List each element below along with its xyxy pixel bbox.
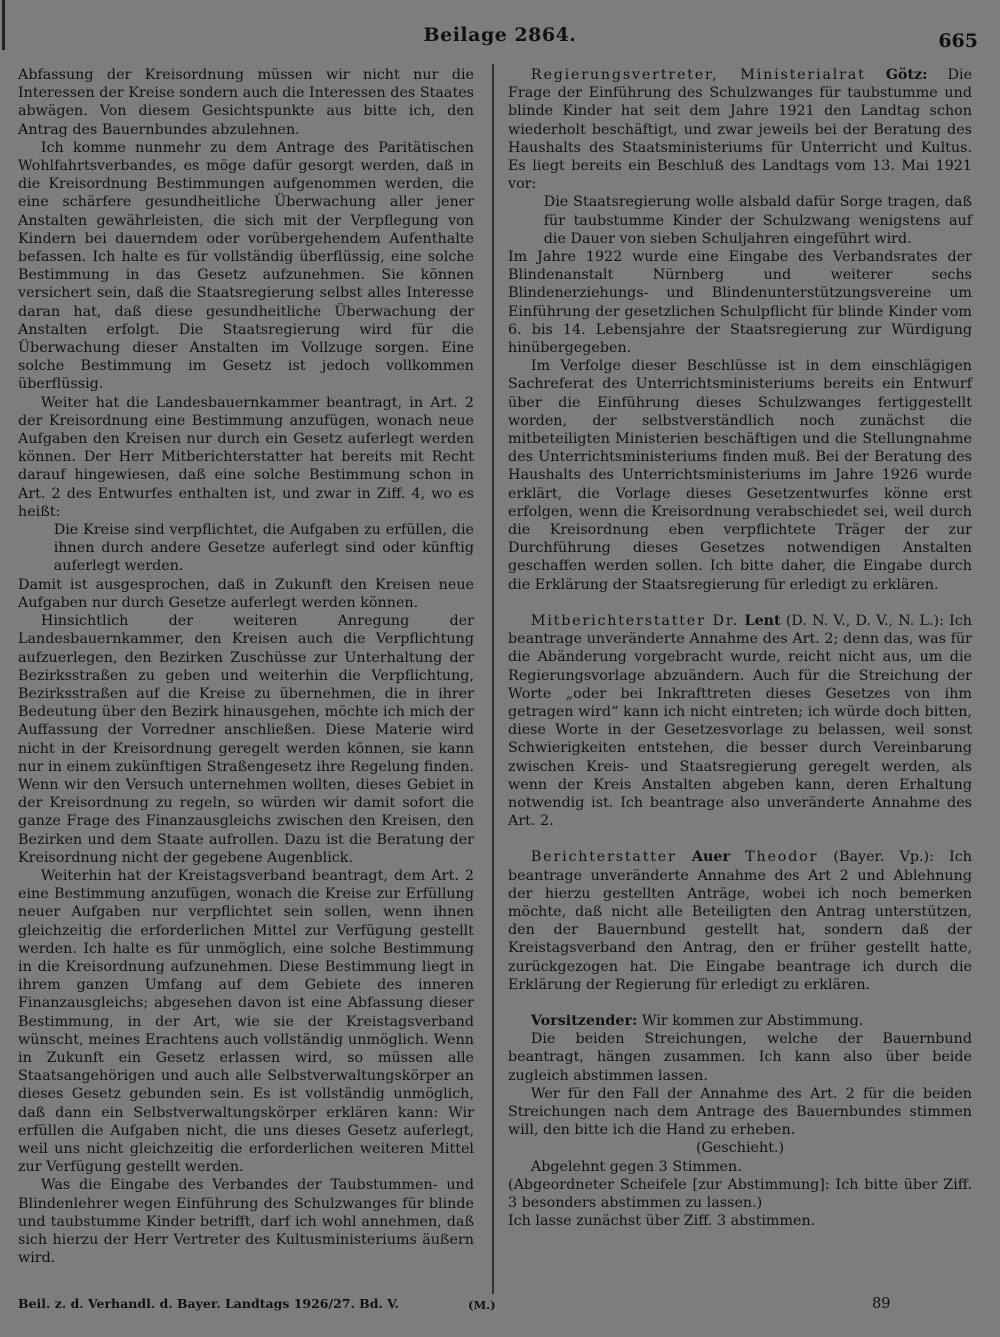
paragraph: Ich beantrage unveränderte Annahme des Art 2 und Ablehnung der hierzu gestellten Anträge, wobei ich noch bemerken möchte, daß nicht alle Beteiligten den Antrag unterstützen, den der Bauernbund gestellt hat, sondern daß der Kreistagsverband den Antrag, den er früher gestellt hatte, zurückgezogen hat. Die Eingabe beantrage ich durch die Erklärung der Regierung für erledigt zu erklären. [508, 849, 973, 993]
speaker-block [508, 66, 972, 193]
paragraph: Im Verfolge dieser Beschlüsse ist in dem einschlägigen Sachreferat des Unterrichtsministeriums bereits ein Entwurf über die Einführung dieses Schulzwanges fertiggestellt worden, der selbstverständlich noch zunächst die mitbeteiligten Ministerien beschäftigen und die Stellungnahme des Unterrichtsministeriums finden muß. Bei der Beratung des Haushalts des Unterrichtsministeriums im Jahre 1926 wurde erklärt, die Vorlage dieses Gesetzentwurfes könne erst erfolgen, wenn die Kreisordnung verabschiedet sei, weil durch die Kreisordnung eben verpflichtete Träger der zur Durchführung dieses Gesetzes notwendigen Anstalten geschaffen werden sollen. Ich bitte daher, die Eingabe durch die Erklärung der Staatsregierung für erledigt zu erklären. [508, 358, 972, 593]
paragraph: Die beiden Streichungen, welche der Bauernbund beantragt, hängen zusammen. Ich kann also über beide zugleich abstimmen lassen. [508, 1031, 972, 1084]
paragraph: Weiter hat die Landesbauernkammer beantragt, in Art. 2 der Kreisordnung eine Bestimmung anzufügen, wonach neue Aufgaben den Kreisen nur durch ein Gesetz auferlegt werden können. Der Herr Mitberichterstatter hat bereits mit Recht darauf hingewiesen, daß eine solche Bestimmung schon in Art. 2 des Entwurfes enthalten ist, und zwar in Ziff. 4, wo es heißt: [18, 394, 474, 520]
speaker-name: Götz: [885, 67, 928, 83]
speaker-name: Lent [744, 612, 781, 629]
speaker-first-name: Theodor [745, 849, 819, 866]
speaker-block [508, 848, 972, 994]
paragraph: Ich lasse zunächst über Ziff. 3 abstimmen. [508, 1213, 816, 1230]
speaker-label: Mitberichterstatter Dr. [530, 612, 740, 629]
paragraph: Wir kommen zur Abstimmung. [641, 1012, 864, 1029]
paragraph: Hinsichtlich der weiteren Anregung der Landesbauernkammer, den Kreisen auch die Verpflichtung aufzuerlegen, den Bezirken Zuschüsse zur Unterhaltung der Bezirksstraßen zu geben und weiterhin die Verpflichtung, Bezirksstraßen auf die Kreise zu übernehmen, die in ihrer Bedeutung über den Bezirk hinausgehen, möchte ich mich der Auffassung der Vorredner anschließen. Diese Materie wird nicht in der Kreisordnung geregelt werden können, sie kann nur in einem zukünftigen Straßengesetz ihre Regelung finden. Wenn wir den Versuch unternehmen wollten, dieses Gebiet in der Kreisordnung zu regeln, so würden wir damit sofort die ganze Frage des Finanzausgleichs zwischen den Kreisen, den Bezirken und dem Staate aufrollen. Dazu ist die Beratung der Kreisordnung nicht der gegebene Augenblick. [18, 613, 474, 866]
paragraph: Im Jahre 1922 wurde eine Eingabe des Verbandsrates der Blindenanstalt Nürnberg und weiterer sechs Blindenerziehungs- und Blindenunterstützungsvereine um Einführung der gesetzlichen Schulpflicht für blinde Kinder vom 6. bis 14. Lebensjahre der Staatsregierung zur Würdigung hinübergegeben. [508, 249, 972, 357]
page-title: Beilage 2864. [423, 24, 577, 46]
footer-mark: (M.) [468, 1298, 496, 1312]
page-number: 665 [938, 30, 978, 52]
quote-block: Die Staatsregierung wolle alsbald dafür Sorge tragen, daß für taubstumme Kinder der Schulzwang wenigstens auf die Dauer von sieben Schuljahren eingeführt wird. [543, 194, 972, 247]
speaker-label: Berichterstatter [530, 849, 677, 866]
speaker-name: Vorsitzender: [530, 1012, 638, 1029]
paragraph: Was die Eingabe des Verbandes der Taubstummen- und Blindenlehrer wegen Einführung des Schulzwanges für blinde und taubstumme Kinder betrifft, darf ich wohl annehmen, daß sich hierzu der Herr Vertreter des Kultusministeriums äußern wird. [18, 1177, 474, 1267]
right-column [508, 66, 972, 1230]
speaker-party: (D. N. V., D. V., N. L.): [785, 612, 944, 629]
paragraph: Ich komme nunmehr zu dem Antrage des Paritätischen Wohlfahrtsverbandes, es möge dafür gesorgt werden, daß in die Kreisordnung Bestimmungen aufgenommen werden, die eine schärfere gesundheitliche Überwachung aller jener Anstalten gewährleisten, die sich mit der Verpflegung von Kindern bei dauerndem oder vorübergehendem Aufenthalte befassen. Ich halte es für vollständig überflüssig, eine solche Bestimmung in das Gesetz aufzunehmen. Sie können versichert sein, daß die Staatsregierung selbst alles Interesse daran hat, daß diese gesundheitliche Überwachung der Anstalten erfolgt. Die Staatsregierung wird für die Überwachung dieser Anstalten im Vollzuge sorgen. Eine solche Bestimmung im Gesetz ist jedoch vollkommen überflüssig. [18, 139, 474, 393]
speaker-block [508, 1012, 972, 1030]
paragraph: Wer für den Fall der Annahme des Art. 2 für die beiden Streichungen nach dem Antrage des Bauernbundes stimmen will, den bitte ich die Hand zu erheben. [508, 1085, 972, 1139]
quote-block: Die Kreise sind verpflichtet, die Aufgaben zu erfüllen, die ihnen durch andere Gesetze auferlegt sind oder künftig auferlegt werden. [53, 522, 474, 575]
paragraph: Weiterhin hat der Kreistagsverband beantragt, dem Art. 2 eine Bestimmung anzufügen, wonach die Kreise zur Erfüllung neuer Aufgaben nur verpflichtet sein sollen, wenn ihnen gleichzeitig die erforderlichen Mittel zur Verfügung gestellt werden. Ich halte es für unmöglich, eine solche Bestimmung in die Kreisordnung aufzunehmen. Diese Bestimmung liegt in ihrem ganzen Umfang auf dem Gebiete des inneren Finanzausgleichs; abgesehen davon ist eine Abfassung dieser Bestimmung, in der Art, wie sie der Kreistagsverband wünscht, meines Erachtens auch vollständig unmöglich. Wenn in Zukunft ein Gesetz erlassen wird, so müssen alle Staatsangehörigen und auch alle Selbstverwaltungskörper an dieses Gesetz gebunden sein. Es ist vollständig unmöglich, daß dann ein Selbstverwaltungskörper erklären kann: Wir erfüllen die Aufgaben nicht, die uns dieses Gesetz auferlegt, weil uns nicht gleichzeitig die erforderlichen weiteren Mittel zur Verfügung gestellt werden. [18, 867, 474, 1176]
speaker-block [508, 612, 972, 830]
paragraph: Die Frage der Einführung des Schulzwanges für taubstumme und blinde Kinder hat seit dem Jahre 1921 den Landtag schon wiederholt beschäftigt, und zwar jeweils bei der Beratung des Haushalts des Staatsministeriums für Unterricht und Kultus. Es liegt bereits ein Beschluß des Landtags vom 13. Mai 1921 vor: [508, 67, 973, 193]
footer-sheet-number: 89 [872, 1296, 891, 1312]
paragraph: Ich beantrage unveränderte Annahme des Art. 2; denn das, was für die Abänderung vorgebracht wurde, reicht nicht aus, um die Regierungsvorlage abzuändern. Auch für die Streichung der Worte „oder bei Inkrafttreten dieses Gesetzes von ihm getragen wird“ kann ich nicht eintreten; ich würde doch bitten, diese Worte in der Gesetzesvorlage zu belassen, weil sonst Schwierigkeiten entstehen, die besser durch Vereinbarung zwischen Kreis- und Staatsregierung geregelt werden, als wenn der Kreis Anstalten abgeben kann, deren Erhaltung notwendig ist. Ich beantrage also unveränderte Annahme des Art. 2. [508, 612, 973, 830]
column-divider [492, 64, 494, 1294]
paragraph: Abfassung der Kreisordnung müssen wir nicht nur die Interessen der Kreise sondern auch die Interessen des Staates abwägen. Von diesem Gesichtspunkte aus bitte ich, den Antrag des Bauernbundes abzulehnen. [18, 67, 474, 138]
paragraph: Damit ist ausgesprochen, daß in Zukunft den Kreisen neue Aufgaben nur durch Gesetze auferlegt werden können. [18, 576, 474, 611]
left-column [18, 66, 474, 1267]
speaker-name: Auer [691, 849, 731, 866]
speaker-label: Regierungsvertreter, Ministerialrat [530, 67, 866, 83]
paragraph: Abgelehnt gegen 3 Stimmen. [530, 1158, 742, 1175]
footer-source: Beil. z. d. Verhandl. d. Bayer. Landtags 1926/27. Bd. V. [18, 1296, 400, 1311]
speaker-party: (Bayer. Vp.): [833, 849, 934, 866]
stage-direction: (Geschieht.) [695, 1140, 785, 1157]
stage-direction: (Abgeordneter Scheifele [zur Abstimmung]: Ich bitte über Ziff. 3 besonders abstimmen zu lassen.) [508, 1176, 972, 1211]
